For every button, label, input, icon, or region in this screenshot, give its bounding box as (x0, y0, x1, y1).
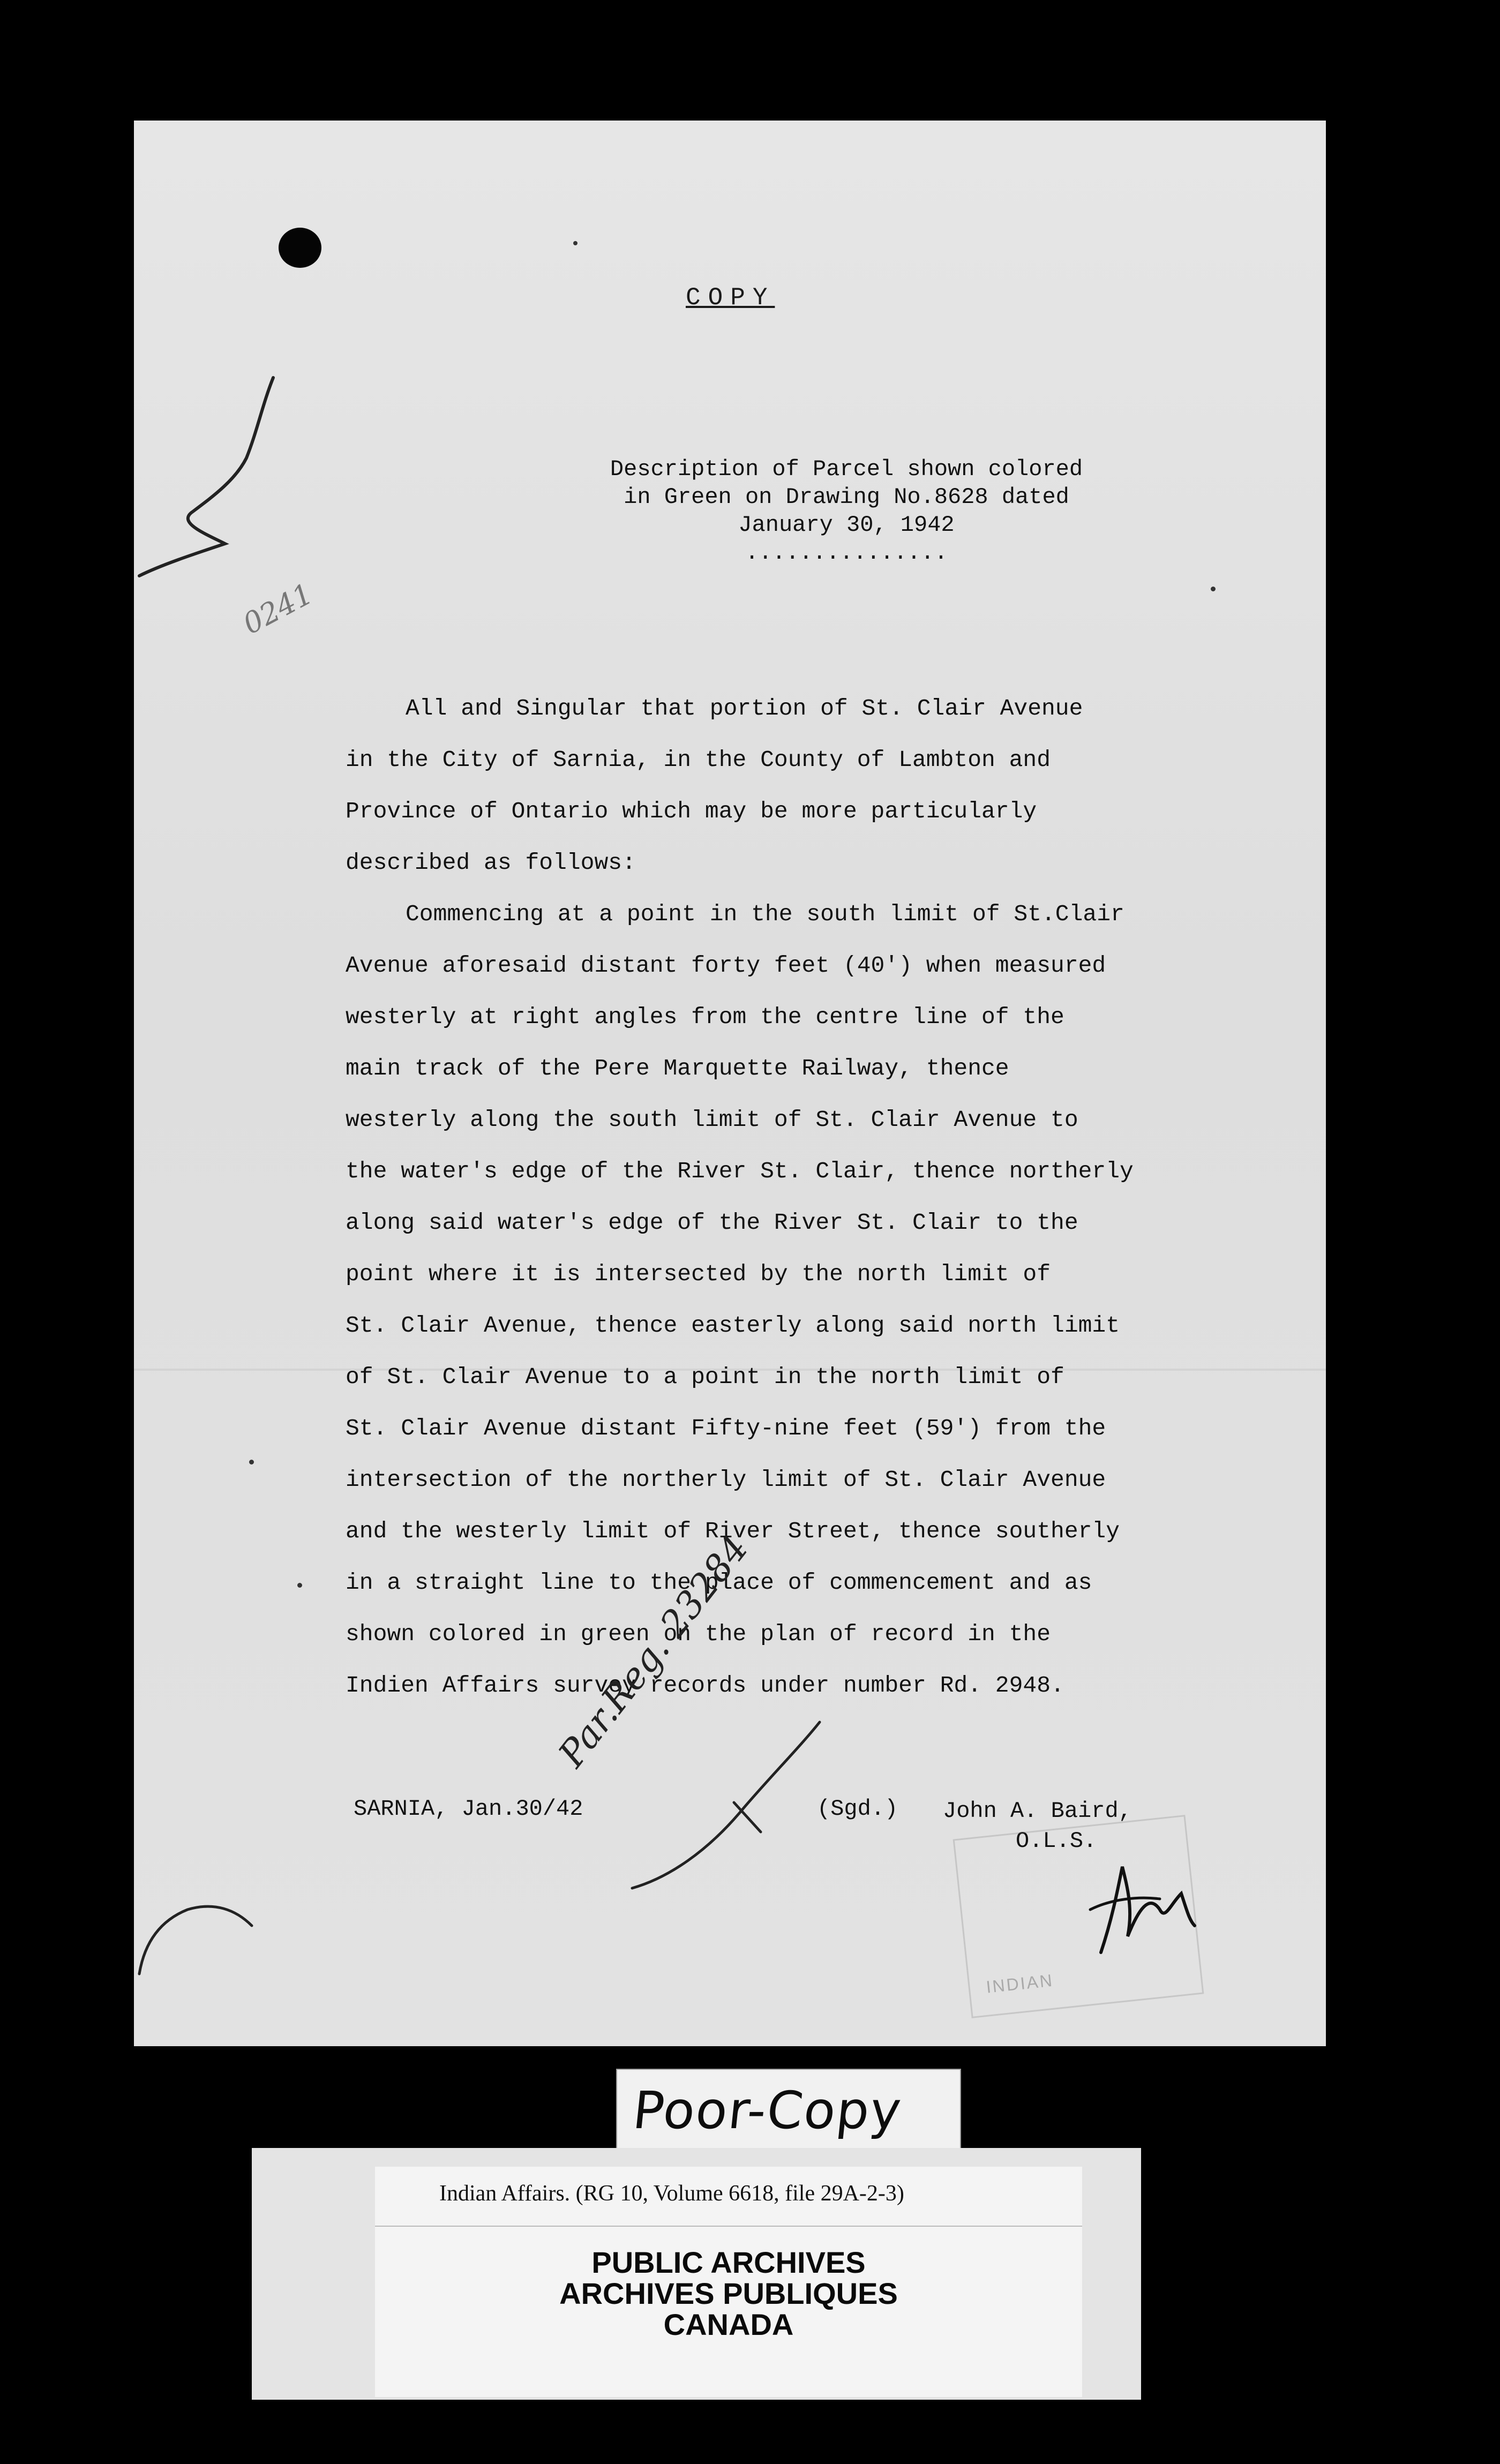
body-line: in a straight line to the place of commencement and as (346, 1569, 1092, 1596)
archive-line: CANADA (663, 2308, 794, 2341)
body-line: shown colored in green on the plan of record in the (346, 1621, 1051, 1647)
body-line: Avenue aforesaid distant forty feet (40') when measured (346, 952, 1106, 979)
body-line: intersection of the northerly limit of St. Clair Avenue (346, 1467, 1106, 1493)
archive-line: ARCHIVES PUBLIQUES (559, 2277, 898, 2310)
signed-marker: (Sgd.) (817, 1796, 898, 1822)
body-line: and the westerly limit of River Street, thence southerly (346, 1518, 1120, 1544)
legal-description (346, 683, 1229, 1711)
stamp-text: INDIAN (985, 1970, 1055, 1997)
body-line: Indien Affairs survey records under number Rd. 2948. (346, 1672, 1064, 1699)
description-line: January 30, 1942 (738, 512, 955, 538)
archive-label (375, 2167, 1082, 2397)
body-line: St. Clair Avenue, thence easterly along said north limit (346, 1312, 1120, 1339)
body-line: All and Singular that portion of St. Clair Avenue (406, 695, 1083, 722)
poor-copy-text: Poor-Copy (630, 2080, 905, 2140)
margin-note: 0241 (237, 576, 319, 641)
copy-heading: COPY (686, 284, 775, 312)
margin-scribble (129, 1877, 289, 1985)
archive-line: PUBLIC ARCHIVES (591, 2245, 866, 2279)
place-date: SARNIA, Jan.30/42 (354, 1796, 583, 1822)
poor-copy-label (616, 2069, 961, 2159)
punch-hole (279, 228, 321, 268)
parcel-description-title (498, 455, 1195, 567)
signer-name: John A. Baird, (943, 1798, 1132, 1824)
speck (297, 1583, 302, 1588)
speck (1211, 587, 1216, 591)
body-line: St. Clair Avenue distant Fifty-nine feet (59') from the (346, 1415, 1106, 1441)
description-line: in Green on Drawing No.8628 dated (624, 484, 1069, 510)
body-line: westerly along the south limit of St. Clair Avenue to (346, 1107, 1078, 1133)
label-divider (375, 2226, 1082, 2227)
body-line: Commencing at a point in the south limit of St.Clair (406, 901, 1124, 927)
body-line: the water's edge of the River St. Clair, thence northerly (346, 1158, 1134, 1184)
speck (249, 1460, 254, 1464)
handwritten-reference: Par.Reg. 23284 (550, 1528, 757, 1775)
body-line: main track of the Pere Marquette Railway, thence (346, 1055, 1009, 1081)
archive-name (375, 2247, 1082, 2340)
body-line: westerly at right angles from the centre line of the (346, 1004, 1064, 1030)
document-page (134, 121, 1326, 2046)
body-line: point where it is intersected by the north limit of (346, 1261, 1051, 1287)
description-dots: ............... (745, 540, 948, 566)
body-line: in the City of Sarnia, in the County of Lambton and (346, 747, 1051, 773)
body-line: described as follows: (346, 850, 636, 876)
signer-title: O.L.S. (1016, 1828, 1097, 1854)
description-line: Description of Parcel shown colored (610, 456, 1083, 482)
speck (573, 241, 578, 245)
body-line: of St. Clair Avenue to a point in the north limit of (346, 1364, 1064, 1390)
margin-scribble (129, 372, 289, 613)
initials-signature (1079, 1845, 1203, 1969)
body-line: along said water's edge of the River St. Clair to the (346, 1210, 1078, 1236)
body-line: Province of Ontario which may be more particularly (346, 798, 1037, 824)
reference-check-mark (627, 1717, 830, 1910)
archive-reference: Indian Affairs. (RG 10, Volume 6618, file 29A-2-3) (439, 2181, 904, 2206)
